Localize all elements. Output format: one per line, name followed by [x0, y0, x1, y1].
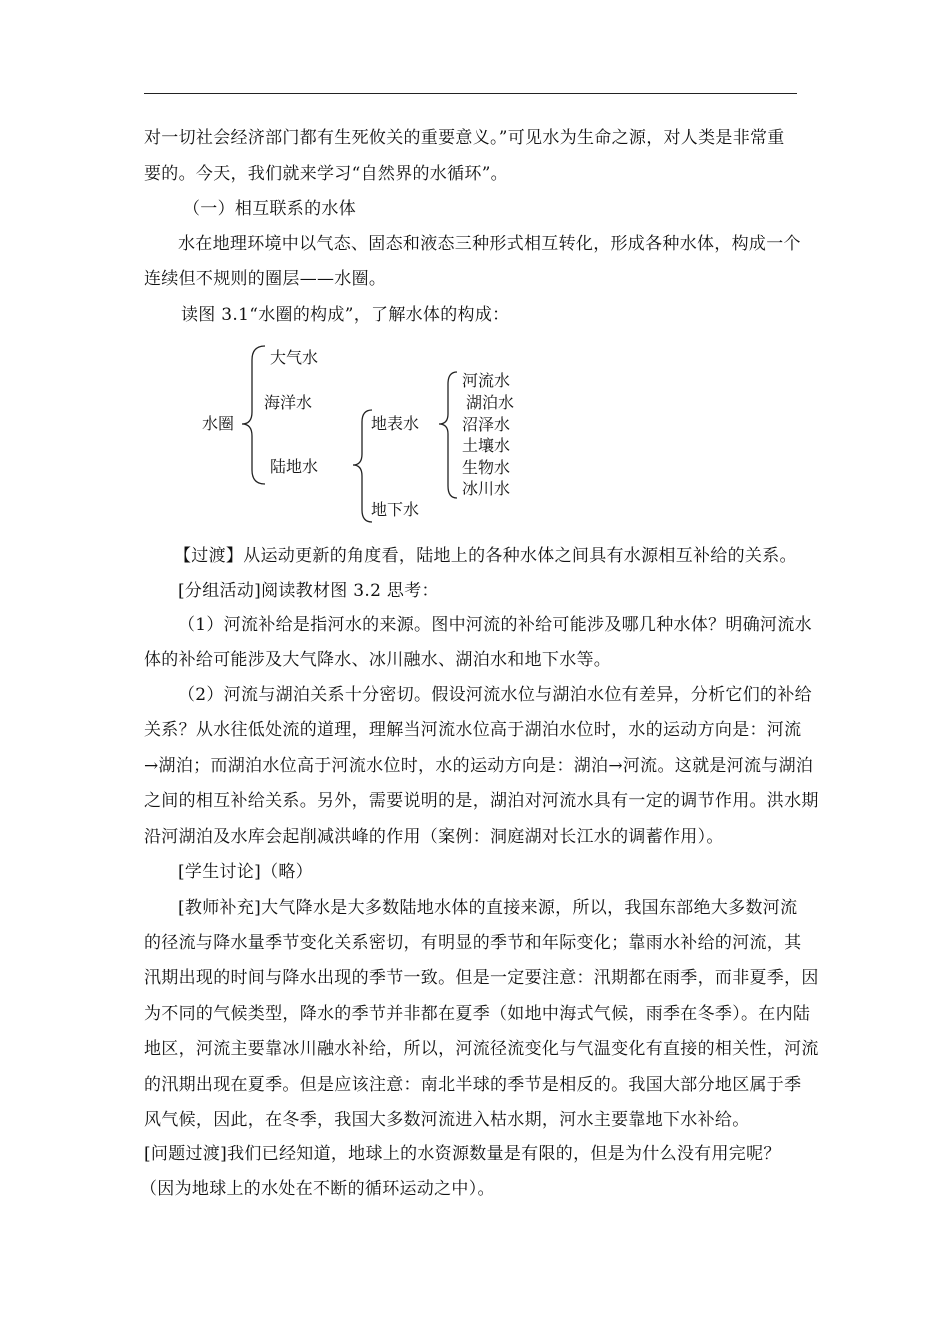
paragraph-line: 风气候，因此，在冬季，我国大多数河流进入枯水期，河水主要靠地下水补给。: [144, 1110, 750, 1130]
paragraph-line: 连续但不规则的圈层——水圈。: [144, 269, 387, 289]
section-heading: （一）相互联系的水体: [183, 199, 356, 219]
paragraph-line: 汛期出现的时间与降水出现的季节一致。但是一定要注意：汛期都在雨季，而非夏季，因: [144, 968, 819, 988]
paragraph-line: 之间的相互补给关系。另外，需要说明的是，湖泊对河流水具有一定的调节作用。洪水期: [144, 791, 819, 811]
diagram-level1-label: 海洋水: [264, 393, 313, 412]
diagram-level2-label: 地表水: [371, 414, 420, 433]
diagram-level3-label: 沼泽水: [462, 415, 511, 434]
diagram-level3-label: 河流水: [462, 371, 511, 390]
paragraph-line: 读图 3.1“水圈的构成”，了解水体的构成：: [181, 305, 510, 325]
paragraph-line: 的径流与降水量季节变化关系密切，有明显的季节和年际变化；靠雨水补给的河流，其: [144, 933, 802, 953]
paragraph-line: （1）河流补给是指河水的来源。图中河流的补给可能涉及哪几种水体？明确河流水: [178, 615, 812, 635]
paragraph-line: [分组活动]阅读教材图 3.2 思考：: [178, 581, 439, 601]
diagram-level3-label: 冰川水: [462, 479, 511, 498]
paragraph-line: [问题过渡]我们已经知道，地球上的水资源数量是有限的，但是为什么没有用完呢？: [144, 1144, 781, 1164]
diagram-level2-label: 地下水: [371, 500, 420, 519]
paragraph-line: [学生讨论]（略）: [178, 862, 313, 882]
paragraph-line: （2）河流与湖泊关系十分密切。假设河流水位与湖泊水位有差异，分析它们的补给: [178, 685, 812, 705]
paragraph-line: [教师补充]大气降水是大多数陆地水体的直接来源，所以，我国东部绝大多数河流: [178, 898, 798, 918]
paragraph-line: 要的。今天，我们就来学习“自然界的水循环”。: [144, 164, 508, 184]
paragraph-line: 水在地理环境中以气态、固态和液态三种形式相互转化，形成各种水体，构成一个: [178, 234, 801, 254]
paragraph-line: →湖泊；而湖泊水位高于河流水位时，水的运动方向是：湖泊→河流。这就是河流与湖泊: [144, 756, 814, 776]
paragraph-line: 沿河湖泊及水库会起削减洪峰的作用（案例：洞庭湖对长江水的调蓄作用）。: [144, 827, 724, 847]
diagram-level1-label: 陆地水: [270, 457, 319, 476]
paragraph-line: 为不同的气候类型，降水的季节并非都在夏季（如地中海式气候，雨季在冬季）。在内陆: [144, 1004, 811, 1024]
paragraph-line: 地区，河流主要靠冰川融水补给，所以，河流径流变化与气温变化有直接的相关性，河流: [144, 1039, 819, 1059]
diagram-level3-label: 湖泊水: [466, 393, 515, 412]
header-rule: [144, 93, 797, 94]
paragraph-line: 关系？从水往低处流的道理，理解当河流水位高于湖泊水位时，水的运动方向是：河流: [144, 720, 802, 740]
paragraph-line: （因为地球上的水处在不断的循环运动之中）。: [140, 1179, 495, 1199]
diagram-level3-label: 生物水: [462, 458, 511, 477]
paragraph-line: 【过渡】从运动更新的角度看，陆地上的各种水体之间具有水源相互补给的关系。: [174, 546, 797, 566]
diagram-level3-label: 土壤水: [462, 436, 511, 455]
diagram-level1-label: 大气水: [270, 348, 319, 367]
paragraph-line: 的汛期出现在夏季。但是应该注意：南北半球的季节是相反的。我国大部分地区属于季: [144, 1075, 802, 1095]
paragraph-line: 体的补给可能涉及大气降水、冰川融水、湖泊水和地下水等。: [144, 650, 612, 670]
paragraph-line: 对一切社会经济部门都有生死攸关的重要意义。”可见水为生命之源，对人类是非常重: [144, 128, 785, 148]
diagram-root-label: 水圈: [202, 414, 235, 433]
hydrosphere-diagram: [190, 338, 530, 528]
